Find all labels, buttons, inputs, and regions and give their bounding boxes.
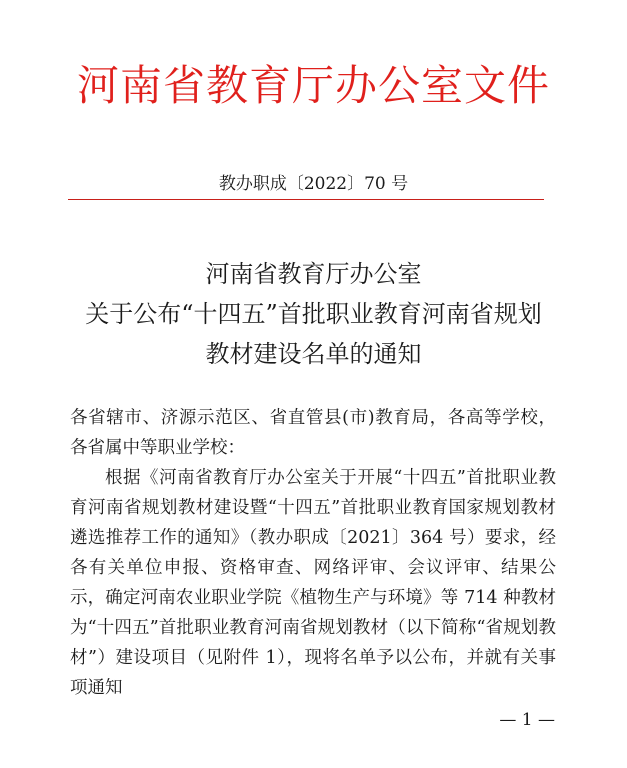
document-number: 教办职成〔2022〕70 号 <box>218 174 409 194</box>
notice-title-line: 河南省教育厅办公室 <box>205 260 422 288</box>
header-divider <box>68 199 544 200</box>
notice-body <box>70 403 556 703</box>
issuer-header-title: 河南省教育厅办公室文件 <box>76 61 550 110</box>
notice-title-line: 教材建设名单的通知 <box>205 340 422 368</box>
body-paragraph: 根据《河南省教育厅办公室关于开展“十四五”首批职业教育河南省规划教材建设暨“十四五”首批职业教育国家规划教材遴选推荐工作的通知》（教办职成〔2021〕364 号）要求，经各有关单位申报、资格审查、网络评审、会议评审、结果公示，确定河南农业职业学院《植物生产与环境》等 714 种教材为“十四五”首批职业教育河南省规划教材（以下简称“省规划教材”）建设项目（见附件 1），现将名单予以公布，并就有关事项通知 <box>70 468 556 698</box>
notice-title <box>0 254 627 374</box>
notice-title-line: 关于公布“十四五”首批职业教育河南省规划 <box>85 300 542 328</box>
page-number: — 1 — <box>499 710 555 730</box>
addressee-paragraph: 各省辖市、济源示范区、省直管县(市)教育局，各高等学校，各省属中等职业学校： <box>70 408 556 458</box>
